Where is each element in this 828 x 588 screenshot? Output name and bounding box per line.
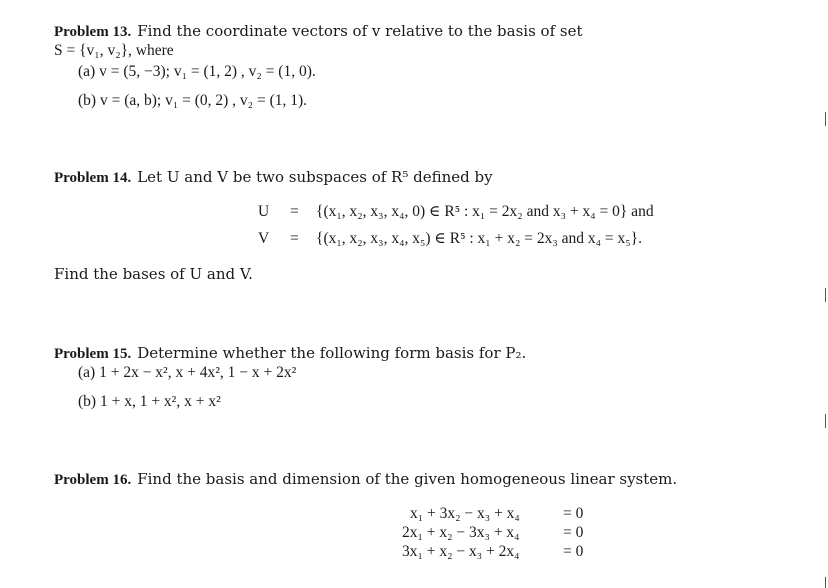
problem-16-eq3-lhs: 3x₁ + x₂ − x₃ + 2x₄ [402,543,520,560]
problem-13-part-a: (a) v = (5, −3); v₁ = (1, 2) , v₂ = (1, 0). [78,63,316,80]
problem-14-task: Find the bases of U and V. [54,265,253,283]
problem-16-text: Find the basis and dimension of the given homogeneous linear system. [137,470,678,488]
problem-15-part-a: (a) 1 + 2x − x², x + 4x², 1 − x + 2x² [78,364,297,381]
problem-13-part-b: (b) v = (a, b); v₁ = (0, 2) , v₂ = (1, 1). [78,92,308,109]
problem-14-v-def: {(x₁, x₂, x₃, x₄, x₅) ∈ R⁵ : x₁ + x₂ = 2x₃ and x₄ = x₅}. [316,230,642,247]
problem-14-u-eq: = [290,203,299,220]
edge-mark [825,288,826,302]
problem-16-eq1-lhs: x₁ + 3x₂ − x₃ + x₄ [410,505,520,522]
problem-16-heading: Problem 16. [54,472,132,488]
problem-13-title [54,22,583,41]
problem-14-u-lhs: U [258,203,270,220]
problem-13-text: Find the coordinate vectors of v relative to the basis of set [137,22,583,40]
problem-16-eq3-rhs: = 0 [563,543,584,560]
problem-14-u-def: {(x₁, x₂, x₃, x₄, 0) ∈ R⁵ : x₁ = 2x₂ and x₃ + x₄ = 0} and [316,203,654,220]
problem-15-title [54,344,526,363]
problem-16-title [54,470,677,489]
problem-16-eq2-rhs: = 0 [563,524,584,541]
problem-15-text: Determine whether the following form basis for P₂. [137,344,527,362]
edge-mark [825,112,826,126]
problem-15-heading: Problem 15. [54,346,132,362]
problem-14-v-lhs: V [258,230,270,247]
problem-13-heading: Problem 13. [54,24,132,40]
problem-16-eq2-lhs: 2x₁ + x₂ − 3x₃ + x₄ [402,524,520,541]
edge-mark [825,414,826,428]
edge-mark [825,577,826,588]
problem-15-part-b: (b) 1 + x, 1 + x², x + x² [78,393,221,410]
problem-14-heading: Problem 14. [54,170,132,186]
problem-14-title [54,168,493,187]
problem-13-set-line: S = {v₁, v₂}, where [54,42,174,59]
problem-14-text: Let U and V be two subspaces of R⁵ defined by [137,168,493,186]
problem-14-v-eq: = [290,230,299,247]
problem-16-eq1-rhs: = 0 [563,505,584,522]
